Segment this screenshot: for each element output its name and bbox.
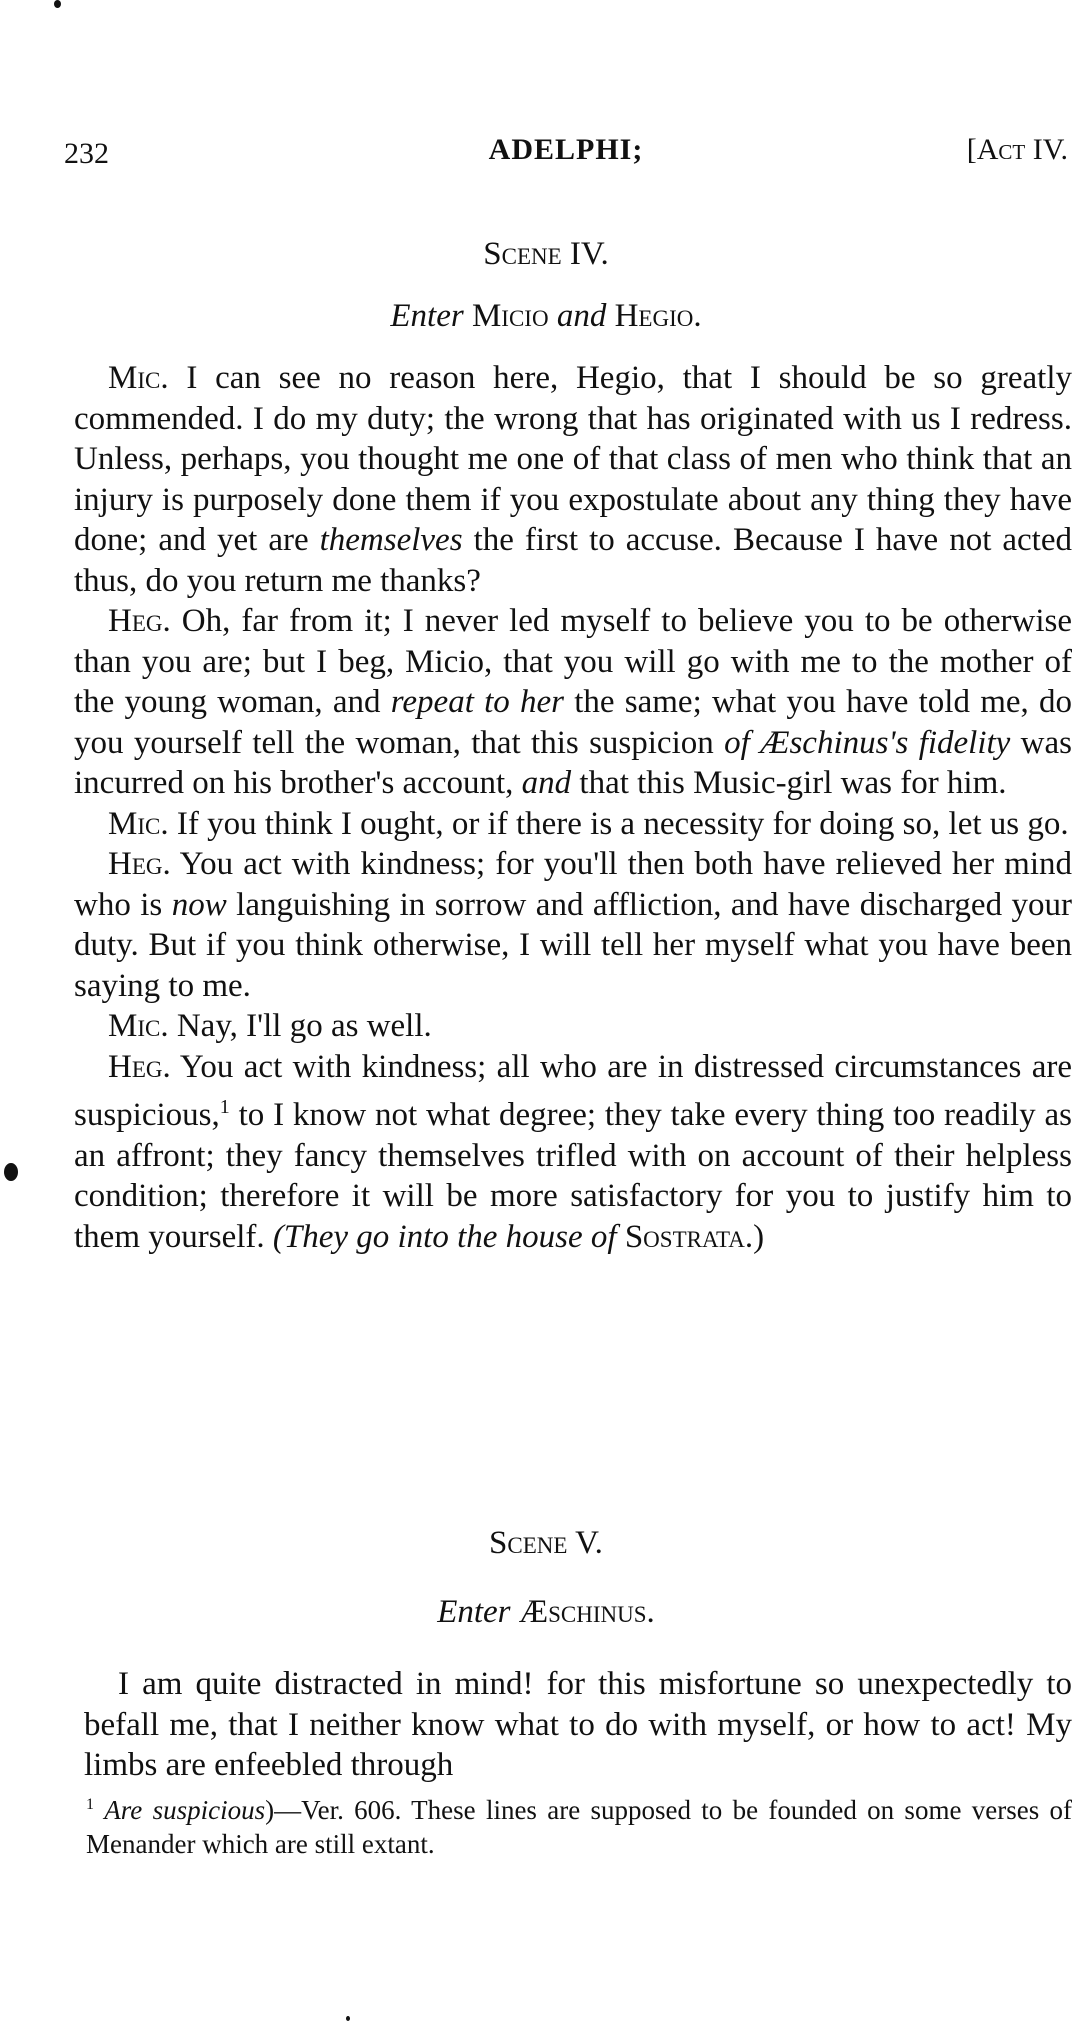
page-number: 232 bbox=[64, 137, 109, 170]
enter-word: Enter bbox=[390, 298, 464, 334]
speech-hegio bbox=[74, 601, 1072, 804]
scene-4-title: Scene IV. bbox=[483, 236, 609, 272]
speaker-label: Heg. bbox=[108, 1048, 171, 1085]
footnote-text: )—Ver. 606. These lines are supposed to be founded on some verses of Menander which are still extant. bbox=[86, 1795, 1072, 1859]
speech-text: the same; what you have told me, do you yourself tell the woman, that this suspicion bbox=[74, 684, 1072, 761]
speech-text: You act with kindness; all who are in distressed circumstances are suspicious, bbox=[74, 1048, 1072, 1133]
speech-micio bbox=[74, 804, 1072, 845]
ink-speck bbox=[4, 1163, 18, 1181]
speech-micio bbox=[74, 358, 1072, 601]
speech-text: If you think I ought, or if there is a necessity for doing so, let us go. bbox=[176, 805, 1069, 842]
speech-text: the first to accuse. Because I have not acted thus, do you return me thanks? bbox=[74, 522, 1072, 599]
speaker-label: Heg. bbox=[108, 603, 171, 639]
monologue-text: I am quite distracted in mind! for this misfortune so unexpectedly to befall me, that I neither know what to do with myself, or how to act! My limbs are enfeebled through bbox=[84, 1666, 1072, 1783]
stage-direction: (They go into the house of bbox=[272, 1218, 625, 1255]
scene-5-stage-direction bbox=[0, 1594, 1092, 1631]
speech-emphasis: repeat to her bbox=[390, 684, 564, 720]
ink-speck bbox=[54, 0, 61, 8]
running-title: ADELPHI; bbox=[488, 133, 644, 166]
act-label: [Act IV. bbox=[966, 133, 1068, 166]
scene-5-monologue bbox=[84, 1664, 1072, 1786]
character-sostrata: Sostrata bbox=[624, 1218, 745, 1255]
speaker-label: Mic. bbox=[108, 1008, 169, 1044]
speech-emphasis: and bbox=[521, 765, 572, 801]
speech-text: You act with kindness; for you'll then both have relieved her mind who is bbox=[74, 846, 1073, 923]
character-hegio: Hegio. bbox=[614, 298, 702, 334]
speech-hegio bbox=[74, 1047, 1072, 1258]
speech-text: Oh, far from it; I never led myself to believe you to be otherwise than you are; but I beg, Micio, that you will go with me to the mother of the young woman, and bbox=[74, 603, 1072, 720]
speaker-label: Heg. bbox=[108, 846, 171, 882]
speech-text: was incurred on his brother's account, bbox=[74, 724, 1072, 801]
speech-text: that this Music-girl was for him. bbox=[571, 765, 1007, 801]
speech-emphasis: themselves bbox=[319, 522, 463, 558]
speech-text: to I know not what degree; they take every thing too readily as an affront; they fancy themselves trifled with on account of their helpless condition; therefore it will be more satisfactory for you to justify him to them yourself. bbox=[74, 1097, 1072, 1255]
scene-4-stage-direction bbox=[0, 298, 1092, 335]
character-aeschinus: Æschinus. bbox=[518, 1594, 655, 1630]
and-word: and bbox=[556, 298, 607, 334]
ink-speck bbox=[346, 2016, 350, 2021]
scene-5-title: Scene V. bbox=[489, 1525, 603, 1561]
speaker-label: Mic. bbox=[108, 360, 169, 396]
speech-hegio bbox=[74, 844, 1072, 1006]
scene-4-dialogue bbox=[74, 358, 1072, 1257]
enter-word: Enter bbox=[437, 1594, 511, 1630]
speech-text: I can see no reason here, Hegio, that I should be so greatly commended. I do my duty; the wrong that has originated with us I redress. Unless, perhaps, you thought me one of that class of men who think that an injury is purposely done them if you expostulate about any thing they have done; and yet are bbox=[74, 360, 1072, 558]
page-header bbox=[64, 133, 1068, 173]
footnote-marker: 1 bbox=[86, 1796, 94, 1813]
footnote-ref[interactable]: 1 bbox=[219, 1096, 230, 1118]
footnote bbox=[86, 1788, 1072, 1861]
speech-emphasis: now bbox=[171, 886, 227, 923]
speech-emphasis: of Æschinus's fidelity bbox=[724, 724, 1011, 761]
speech-text: Nay, I'll go as well. bbox=[176, 1008, 432, 1044]
stage-direction-end: .) bbox=[744, 1218, 765, 1255]
speech-micio bbox=[74, 1006, 1072, 1047]
speech-text: languishing in sorrow and affliction, and have discharged your duty. But if you think otherwise, I will tell her myself what you have been saying to me. bbox=[74, 886, 1072, 1004]
character-micio: Micio bbox=[471, 298, 549, 334]
footnote-label: Are suspicious bbox=[104, 1795, 266, 1825]
speaker-label: Mic. bbox=[108, 805, 169, 842]
